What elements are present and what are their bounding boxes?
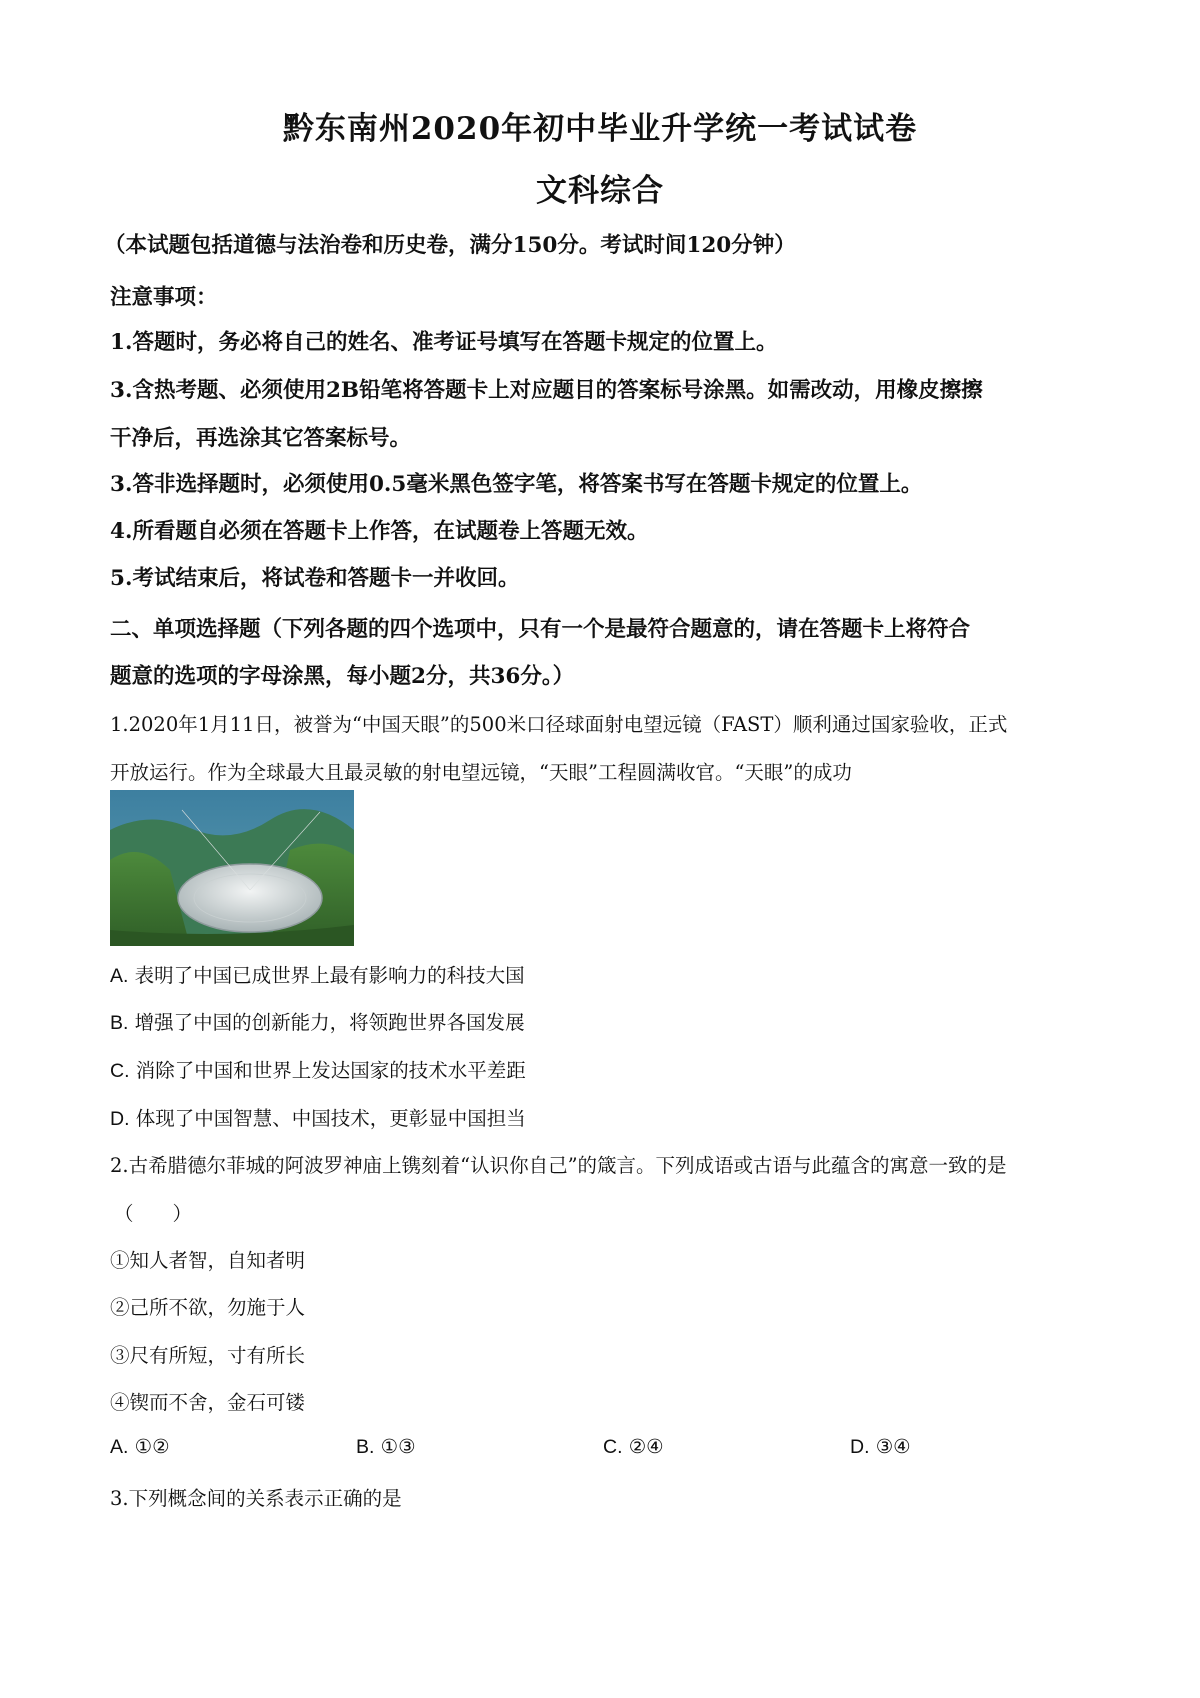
q1-option-c — [110, 1055, 526, 1083]
q1-option-b — [110, 1007, 525, 1035]
q2-option-a — [110, 1435, 170, 1459]
option-text: 表明了中国已成世界上最有影响力的科技大国 — [134, 964, 525, 987]
note-line: 1.答题时，务必将自己的姓名、准考证号填写在答题卡规定的位置上。 — [110, 330, 778, 355]
option-letter: D. — [110, 1108, 130, 1130]
q2-answer-paren: （ ） — [114, 1202, 193, 1225]
option-text: 增强了中国的创新能力，将领跑世界各国发展 — [134, 1011, 525, 1034]
q2-option-b — [356, 1435, 416, 1459]
q2-item: ③尺有所短，寸有所长 — [110, 1344, 306, 1367]
note-line: 3.答非选择题时，必须使用0.5毫米黑色签字笔，将答案书写在答题卡规定的位置上。 — [110, 472, 923, 497]
option-letter: B. — [356, 1436, 375, 1458]
q2-item: ④锲而不舍，金石可镂 — [110, 1391, 306, 1414]
q2-option-d — [850, 1435, 911, 1459]
q1-stem: 1.2020年1月11日，被誉为“中国天眼”的500米口径球面射电望远镜（FAST）顺利通过国家验收，正式 — [110, 713, 1008, 736]
option-text: 体现了中国智慧、中国技术，更彰显中国担当 — [135, 1107, 526, 1130]
option-text: ②④ — [628, 1435, 664, 1458]
section-heading: 二、单项选择题（下列各题的四个选项中，只有一个是最符合题意的，请在答题卡上将符合 — [110, 617, 971, 642]
option-letter: C. — [603, 1436, 623, 1458]
q1-stem-cont: 开放运行。作为全球最大且最灵敏的射电望远镜，“天眼”工程圆满收官。“天眼”的成功 — [110, 761, 852, 784]
fast-telescope-photo — [110, 790, 354, 946]
option-letter: A. — [110, 965, 129, 987]
q2-option-c — [603, 1435, 664, 1459]
exam-title: 黔东南州2020年初中毕业升学统一考试试卷 — [282, 111, 918, 147]
exam-subtitle: 文科综合 — [536, 173, 664, 209]
option-text: ③④ — [875, 1435, 911, 1458]
q3-stem: 3.下列概念间的关系表示正确的是 — [110, 1487, 402, 1510]
option-text: 消除了中国和世界上发达国家的技术水平差距 — [135, 1059, 526, 1082]
option-letter: C. — [110, 1060, 130, 1082]
q1-option-a — [110, 960, 525, 988]
option-text: ①② — [134, 1435, 170, 1458]
q1-option-d — [110, 1103, 526, 1131]
option-letter: D. — [850, 1436, 870, 1458]
notes-heading: 注意事项： — [110, 285, 218, 310]
option-letter: B. — [110, 1012, 129, 1034]
note-line: 干净后，再选涂其它答案标号。 — [110, 426, 412, 451]
note-line: 4.所看题自必须在答题卡上作答，在试题卷上答题无效。 — [110, 519, 649, 544]
fast-telescope-illustration — [110, 790, 354, 946]
note-line: 5.考试结束后，将试卷和答题卡一并收回。 — [110, 566, 520, 591]
option-text: ①③ — [380, 1435, 416, 1458]
q2-stem: 2.古希腊德尔菲城的阿波罗神庙上镌刻着“认识你自己”的箴言。下列成语或古语与此蕴含的寓意一致的是 — [110, 1154, 1007, 1177]
note-line: 3.含热考题、必须使用2B铅笔将答题卡上对应题目的答案标号涂黑。如需改动，用橡皮擦擦 — [110, 378, 983, 403]
exam-info: （本试题包括道德与法治卷和历史卷，满分150分。考试时间120分钟） — [104, 233, 796, 258]
option-letter: A. — [110, 1436, 129, 1458]
q2-item: ①知人者智，自知者明 — [110, 1249, 306, 1272]
section-heading-cont: 题意的选项的字母涂黑，每小题2分，共36分。） — [110, 664, 575, 689]
q2-item: ②己所不欲，勿施于人 — [110, 1296, 306, 1319]
